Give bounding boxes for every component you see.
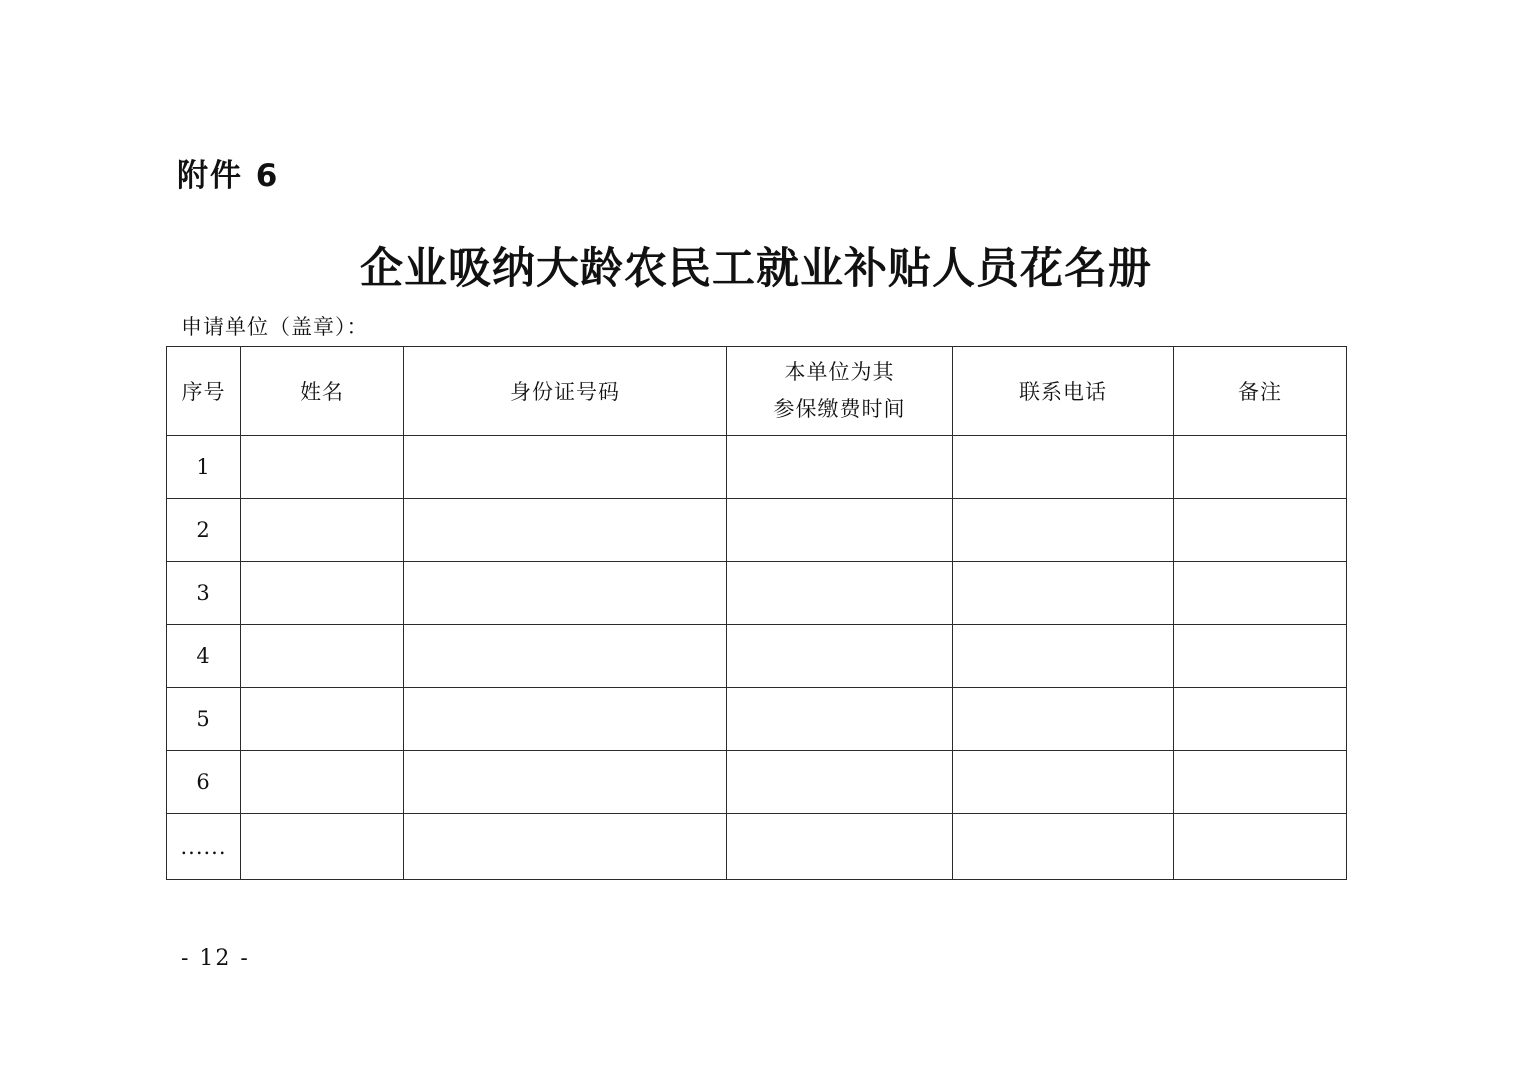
header-cell-insurance-time bbox=[727, 347, 953, 436]
header-insurance-line1: 本单位为其 bbox=[784, 360, 895, 385]
phone-cell bbox=[953, 625, 1174, 688]
row-serial-cell: 1 bbox=[167, 436, 241, 499]
header-cell-id-number: 身份证号码 bbox=[404, 347, 727, 436]
name-cell bbox=[241, 688, 404, 751]
table-row bbox=[167, 688, 1347, 751]
header-cell-serial: 序号 bbox=[167, 347, 241, 436]
remarks-cell bbox=[1174, 688, 1347, 751]
insurance-time-cell bbox=[727, 499, 953, 562]
applicant-unit-label: 申请单位（盖章）： bbox=[181, 315, 369, 339]
remarks-cell bbox=[1174, 499, 1347, 562]
id-number-cell bbox=[404, 562, 727, 625]
name-cell bbox=[241, 499, 404, 562]
header-cell-remarks: 备注 bbox=[1174, 347, 1347, 436]
remarks-cell bbox=[1174, 751, 1347, 814]
row-serial-cell: ...... bbox=[167, 814, 241, 880]
id-number-cell bbox=[404, 436, 727, 499]
header-row bbox=[167, 347, 1347, 436]
phone-cell bbox=[953, 562, 1174, 625]
id-number-cell bbox=[404, 625, 727, 688]
row-serial-cell: 5 bbox=[167, 688, 241, 751]
page-title: 企业吸纳大龄农民工就业补贴人员花名册 bbox=[360, 244, 1152, 294]
table-row bbox=[167, 499, 1347, 562]
header-cell-phone: 联系电话 bbox=[953, 347, 1174, 436]
table-row bbox=[167, 562, 1347, 625]
remarks-cell bbox=[1174, 436, 1347, 499]
name-cell bbox=[241, 625, 404, 688]
phone-cell bbox=[953, 751, 1174, 814]
insurance-time-cell bbox=[727, 436, 953, 499]
remarks-cell bbox=[1174, 625, 1347, 688]
header-insurance-line2: 参保缴费时间 bbox=[773, 397, 906, 421]
phone-cell bbox=[953, 814, 1174, 880]
table-row bbox=[167, 814, 1347, 880]
id-number-cell bbox=[404, 751, 727, 814]
row-serial-cell: 6 bbox=[167, 751, 241, 814]
roster-table bbox=[166, 346, 1347, 880]
insurance-time-cell bbox=[727, 688, 953, 751]
row-serial-cell: 3 bbox=[167, 562, 241, 625]
table-row bbox=[167, 751, 1347, 814]
insurance-time-cell bbox=[727, 751, 953, 814]
insurance-time-cell bbox=[727, 625, 953, 688]
name-cell bbox=[241, 751, 404, 814]
phone-cell bbox=[953, 436, 1174, 499]
table-row bbox=[167, 625, 1347, 688]
row-serial-cell: 4 bbox=[167, 625, 241, 688]
name-cell bbox=[241, 814, 404, 880]
insurance-time-cell bbox=[727, 814, 953, 880]
row-serial-cell: 2 bbox=[167, 499, 241, 562]
header-cell-name: 姓名 bbox=[241, 347, 404, 436]
page-number: - 12 - bbox=[181, 946, 250, 971]
table-row bbox=[167, 436, 1347, 499]
phone-cell bbox=[953, 499, 1174, 562]
id-number-cell bbox=[404, 688, 727, 751]
id-number-cell bbox=[404, 499, 727, 562]
attachment-label: 附件 6 bbox=[177, 158, 280, 194]
phone-cell bbox=[953, 688, 1174, 751]
insurance-time-cell bbox=[727, 562, 953, 625]
name-cell bbox=[241, 562, 404, 625]
remarks-cell bbox=[1174, 562, 1347, 625]
id-number-cell bbox=[404, 814, 727, 880]
name-cell bbox=[241, 436, 404, 499]
remarks-cell bbox=[1174, 814, 1347, 880]
